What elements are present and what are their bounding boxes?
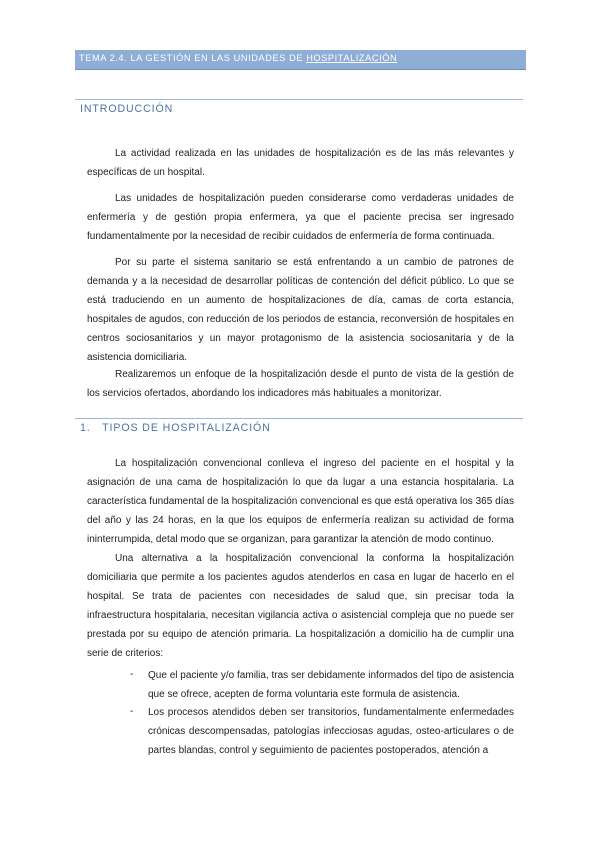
- criteria-item-2: Los procesos atendidos deben ser transitorios, fundamentalmente enfermedades crónicas descompensadas, patologías infecciosas agudas, osteo-articulares o de partes blandas, control y seguimiento de pacientes postoperados, atención a: [148, 707, 514, 756]
- intro-paragraph-1: La actividad realizada en las unidades de hospitalización es de las más relevantes y específicas de un hospital.: [87, 148, 514, 178]
- tipos-paragraph-1: La hospitalización convencional conlleva el ingreso del paciente en el hospital y la asignación de una cama de hospitalización lo que da lugar a una estancia hospitalaria. La característica fundamental de la hospitalización convencional es que está operativa los 365 días del año y las 24 horas, en la que los equipos de enfermería realizan su actividad de forma ininterrumpida, detal modo que se organizan, para garantizar la atención de modo continuo.: [87, 458, 514, 545]
- list-bullet-2: -: [130, 706, 134, 717]
- header-prefix: TEMA 2.4. LA GESTIÓN EN LAS UNIDADES DE: [79, 53, 307, 63]
- criteria-item-1: Que el paciente y/o familia, tras ser debidamente informados del tipo de asistencia que se ofrece, acepten de forma voluntaria este formula de asistencia.: [148, 670, 514, 700]
- section-title-tipos-text: TIPOS DE HOSPITALIZACIÓN: [102, 422, 271, 434]
- section-number-tipos: 1.: [80, 422, 91, 434]
- header-highlight: HOSPITALIZACIÓN: [306, 53, 398, 63]
- page-header-title: [79, 53, 397, 63]
- intro-paragraph-3: Por su parte el sistema sanitario se está enfrentando a un cambio de patrones de demanda y a la necesidad de desarrollar políticas de contención del déficit público. Lo que se está traduciendo en un aumento de hospitalizaciones de día, camas de corta estancia, hospitales de agudos, con reducción de los periodos de estancia, reconversión de hospitales en centros sociosanitarios y un mayor protagonismo de la asistencia sociosanitaria y de la asistencia domiciliaria.: [87, 257, 514, 363]
- list-bullet-1: -: [130, 669, 134, 680]
- section-title-tipos: [80, 422, 271, 434]
- intro-paragraph-2: Las unidades de hospitalización pueden considerarse como verdaderas unidades de enfermería y de gestión propia enfermera, ya que el paciente precisa ser ingresado fundamentalmente por la necesidad de recibir cuidados de enfermería de forma continuada.: [87, 193, 514, 242]
- page-header-bar: [75, 50, 526, 70]
- section-divider-intro: [75, 99, 523, 100]
- intro-paragraph-4: Realizaremos un enfoque de la hospitalización desde el punto de vista de la gestión de los servicios ofertados, abordando los indicadores más habituales a monitorizar.: [87, 369, 514, 399]
- section-title-intro: INTRODUCCIÓN: [80, 103, 174, 115]
- section-divider-tipos: [75, 418, 523, 419]
- tipos-paragraph-2: Una alternativa a la hospitalización convencional la conforma la hospitalización domiciliaria que permite a los pacientes agudos atenderlos en casa en lugar de hacerlo en el hospital. Se trata de pacientes con necesidades de salud que, sin precisar toda la infraestructura hospitalaria, necesitan vigilancia activa o asistencial compleja que no puede ser prestada por su equipo de atención primaria. La hospitalización a domicilio ha de cumplir una serie de criterios:: [87, 553, 514, 659]
